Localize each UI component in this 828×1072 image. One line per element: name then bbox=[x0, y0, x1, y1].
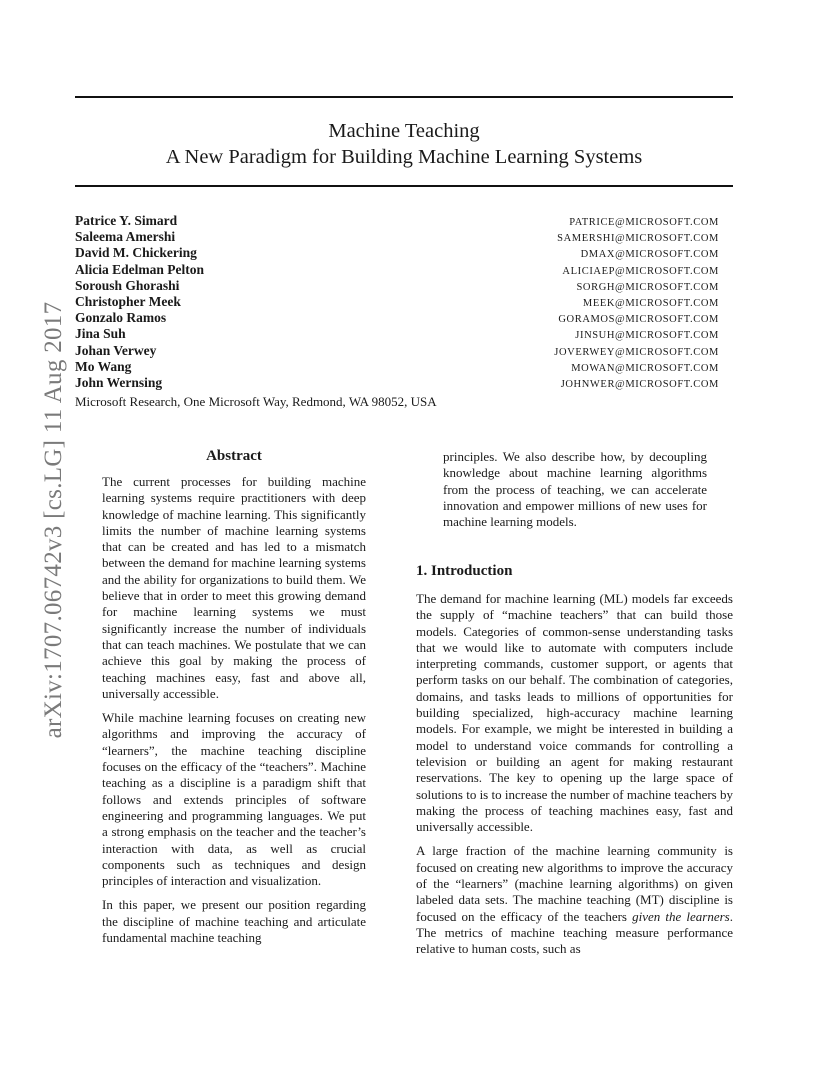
paper-title bbox=[75, 118, 733, 170]
title-line-1: Machine Teaching bbox=[328, 120, 480, 142]
section-heading-introduction: 1. Introduction bbox=[416, 563, 513, 579]
author-row bbox=[75, 343, 719, 359]
author-email: ALICIAEP@MICROSOFT.COM bbox=[562, 265, 719, 277]
title-rule-bottom bbox=[75, 185, 733, 187]
affiliation: Microsoft Research, One Microsoft Way, Redmond, WA 98052, USA bbox=[75, 394, 437, 410]
author-row bbox=[75, 326, 719, 342]
author-email: DMAX@MICROSOFT.COM bbox=[580, 249, 719, 261]
abstract-paragraph: principles. We also describe how, by decoupling knowledge about machine learning algorithms from the process of teaching, we can accelerate innovation and empower millions of new uses for machine learning models. bbox=[443, 449, 707, 530]
abstract-paragraph: In this paper, we present our position regarding the discipline of machine teaching and articulate fundamental machine teaching bbox=[102, 897, 366, 946]
author-row bbox=[75, 229, 719, 245]
author-name: John Wernsing bbox=[75, 374, 163, 390]
intro-emphasis: given the learners bbox=[632, 908, 730, 924]
author-email: MOWAN@MICROSOFT.COM bbox=[571, 362, 719, 374]
author-name: Gonzalo Ramos bbox=[75, 310, 167, 326]
intro-text: . The metrics of machine teaching measure performance relative to human costs, such as bbox=[416, 908, 733, 957]
author-email: SAMERSHI@MICROSOFT.COM bbox=[557, 233, 719, 245]
author-name: Johan Verwey bbox=[75, 342, 157, 358]
author-name: Soroush Ghorashi bbox=[75, 277, 180, 293]
author-row bbox=[75, 262, 719, 278]
author-name: Jina Suh bbox=[75, 326, 126, 342]
author-email: JINSUH@MICROSOFT.COM bbox=[575, 330, 719, 342]
intro-text: A large fraction of the machine learning community is focused on creating new algorithms to improve the accuracy of the “learners” (machine learning algorithms) on given labeled data sets. The machine teaching (MT) discipline is focused on the efficacy of the teachers bbox=[416, 843, 733, 924]
author-name: Saleema Amershi bbox=[75, 229, 176, 245]
author-row bbox=[75, 310, 719, 326]
author-row bbox=[75, 245, 719, 261]
author-row bbox=[75, 294, 719, 310]
title-line-2: A New Paradigm for Building Machine Learning Systems bbox=[165, 146, 643, 168]
author-email: JOHNWER@MICROSOFT.COM bbox=[560, 378, 719, 390]
author-name: Patrice Y. Simard bbox=[75, 213, 178, 228]
author-name: Christopher Meek bbox=[75, 293, 181, 309]
author-email: PATRICE@MICROSOFT.COM bbox=[569, 217, 719, 228]
abstract-body bbox=[102, 474, 366, 954]
abstract-paragraph: While machine learning focuses on creating new algorithms and improving the accuracy of “learners”, the machine teaching discipline focuses on the efficacy of the “teachers”. Machine teaching as a discipline is a paradigm shift that follows and extends principles of software engineering and programming languages. We put a strong emphasis on the teacher and the teacher’s interaction with data, as well as crucial components such as techniques and design principles of interaction and visualization. bbox=[102, 710, 366, 889]
author-email: MEEK@MICROSOFT.COM bbox=[582, 297, 719, 309]
author-row bbox=[75, 375, 719, 391]
author-block bbox=[75, 213, 719, 410]
abstract-heading: Abstract bbox=[206, 448, 262, 464]
intro-paragraph bbox=[416, 843, 733, 957]
author-name: Mo Wang bbox=[75, 358, 132, 374]
introduction-body bbox=[416, 591, 733, 966]
arxiv-identifier: arXiv:1707.06742v3 [cs.LG] 11 Aug 2017 bbox=[40, 301, 67, 739]
title-rule-top bbox=[75, 96, 733, 98]
author-email: GORAMOS@MICROSOFT.COM bbox=[558, 314, 719, 326]
author-name: Alicia Edelman Pelton bbox=[75, 261, 204, 277]
author-email: SORGH@MICROSOFT.COM bbox=[576, 281, 719, 293]
author-row bbox=[75, 278, 719, 294]
intro-paragraph: The demand for machine learning (ML) models far exceeds the supply of “machine teachers” that can build those models. Categories of common-sense understanding tasks that we would like to automate with computers include interpreting commands, customer support, or agents that perform tasks on our behalf. The combination of categories, domains, and tasks leads to millions of opportunities for building specialized, high-accuracy machine learning models. For example, we might be interested in building a model to understand voice commands for controlling a television or building an agent for making restaurant reservations. The key to opening up the large space of solutions to is to increase the number of machine teachers by making the process of teaching machines easy, fast and universally accessible. bbox=[416, 591, 733, 835]
abstract-paragraph: The current processes for building machine learning systems require practitioners with deep knowledge of machine learning. This significantly limits the number of machine learning systems that can be created and has led to a mismatch between the demand for machine learning systems and the ability for organizations to build them. We believe that in order to meet this growing demand for machine learning systems we must significantly increase the number of individuals that can teach machines. We postulate that we can achieve this goal by making the process of teaching machines easy, fast and above all, universally accessible. bbox=[102, 474, 366, 701]
abstract-continued bbox=[443, 449, 707, 538]
author-name: David M. Chickering bbox=[75, 245, 197, 261]
author-row bbox=[75, 359, 719, 375]
author-row bbox=[75, 213, 719, 229]
author-email: JOVERWEY@MICROSOFT.COM bbox=[554, 346, 719, 358]
